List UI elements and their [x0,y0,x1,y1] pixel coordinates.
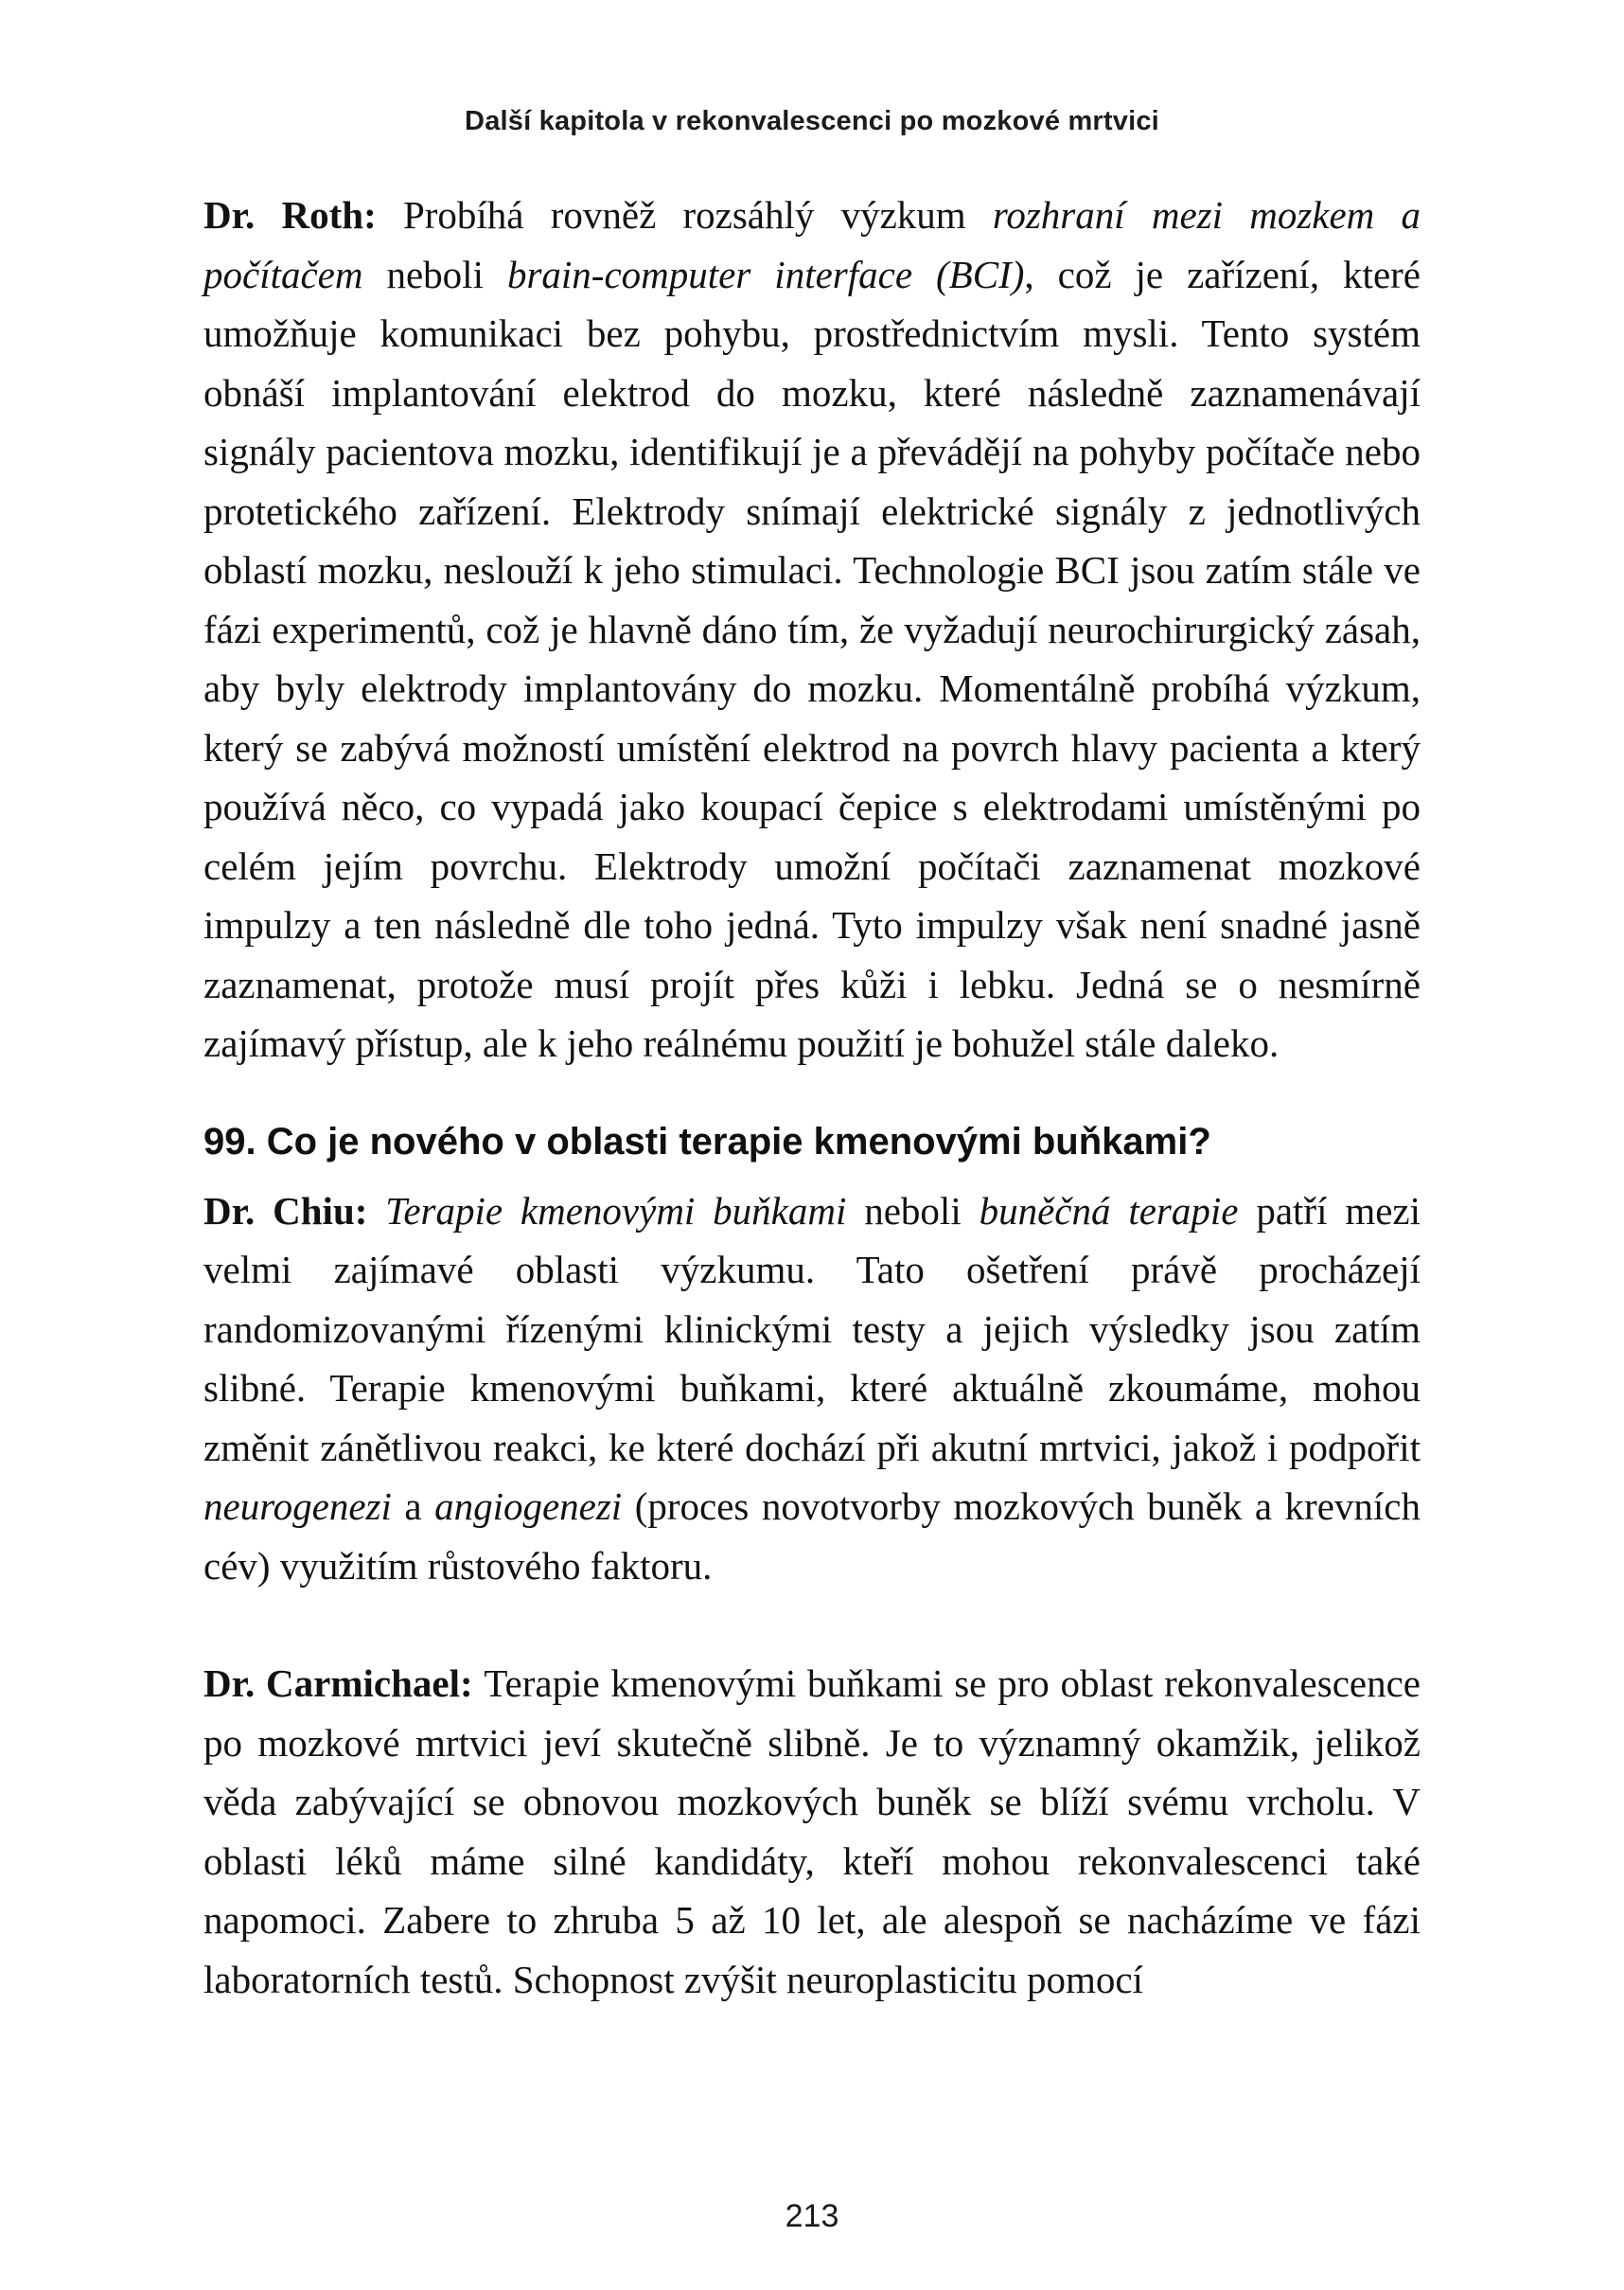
text-segment: buněčná terapie [979,1188,1239,1233]
text-segment: neboli [362,252,507,296]
running-head: Další kapitola v rekonvalescenci po mozkové mrtvici [465,106,1159,136]
text-segment: Probíhá rovněž rozsáhlý výzkum [402,193,993,237]
body-text [203,186,1421,2009]
text-segment: rozhraní mezi mozkem a počítačem [203,193,1421,296]
text-segment: Dr. Carmichael: [203,1661,485,1705]
text-segment: angiogenezi [434,1484,623,1528]
text-segment: patří mezi velmi zajímavé oblasti výzkumu. Tato ošetření právě procházejí randomizovanými řízenými klinickými testy a jejich výsledky jsou zatím slibné. Terapie kmenovými buňkami, které aktuálně zkoumáme, mohou změnit zánětlivou reakci, ke které dochází při akutní mrtvici, jakož i podpořit [203,1188,1421,1469]
section-heading: 99. Co je nového v oblasti terapie kmenovými buňkami? [203,1120,1211,1163]
text-segment: brain-computer interface (BCI) [506,252,1025,296]
text-segment: neurogenezi [203,1484,392,1528]
text-segment: a [391,1484,435,1528]
text-segment: Dr. Chiu: [203,1188,386,1233]
paragraph-dr-carmichael [203,1654,1421,2009]
text-segment: , což je zařízení, které umožňuje komunikaci bez pohybu, prostřednictvím mysli. Tento systém obnáší implantování elektrod do mozku, které následně zaznamenávají signály pacientova mozku, identifikují je a převádějí na pohyby počítače nebo protetického zařízení. Elektrody snímají elektrické signály z jednotlivých oblastí mozku, neslouží k jeho stimulaci. Technologie BCI jsou zatím stále ve fázi experimentů, což je hlavně dáno tím, že vyžadují neurochirurgický zásah, aby byly elektrody implantovány do mozku. Momentálně probíhá výzkum, který se zabývá možností umístění elektrod na povrch hlavy pacienta a který používá něco, co vypadá jako koupací čepice s elektrodami umístěnými po celém jejím povrchu. Elektrody umožní počítači zaznamenat mozkové impulzy a ten následně dle toho jedná. Tyto impulzy však není snadné jasně zaznamenat, protože musí projít přes kůži i lebku. Jedná se o nesmírně zajímavý přístup, ale k jeho reálnému použití je bohužel stále daleko. [203,252,1421,1065]
paragraph-dr-chiu [203,1181,1421,1596]
text-segment: Terapie kmenovými buňkami [385,1188,847,1233]
text-segment: Dr. Roth: [203,193,403,237]
page-number: 213 [785,2198,839,2234]
text-segment: neboli [846,1188,980,1233]
text-segment: Terapie kmenovými buňkami se pro oblast rekonvalescence po mozkové mrtvici jeví skutečně slibně. Je to významný okamžik, jelikož věda zabývající se obnovou mozkových buněk se blíží svému vrcholu. V oblasti léků máme silné kandidáty, kteří mohou rekonvalescenci také napomoci. Zabere to zhruba 5 až 10 let, ale alespoň se nacházíme ve fázi laboratorních testů. Schopnost zvýšit neuroplasticitu pomocí [203,1661,1421,2001]
text-segment: (proces novotvorby mozkových buněk a krevních cév) využitím růstového faktoru. [203,1484,1421,1588]
paragraph-dr-roth [203,186,1421,1074]
